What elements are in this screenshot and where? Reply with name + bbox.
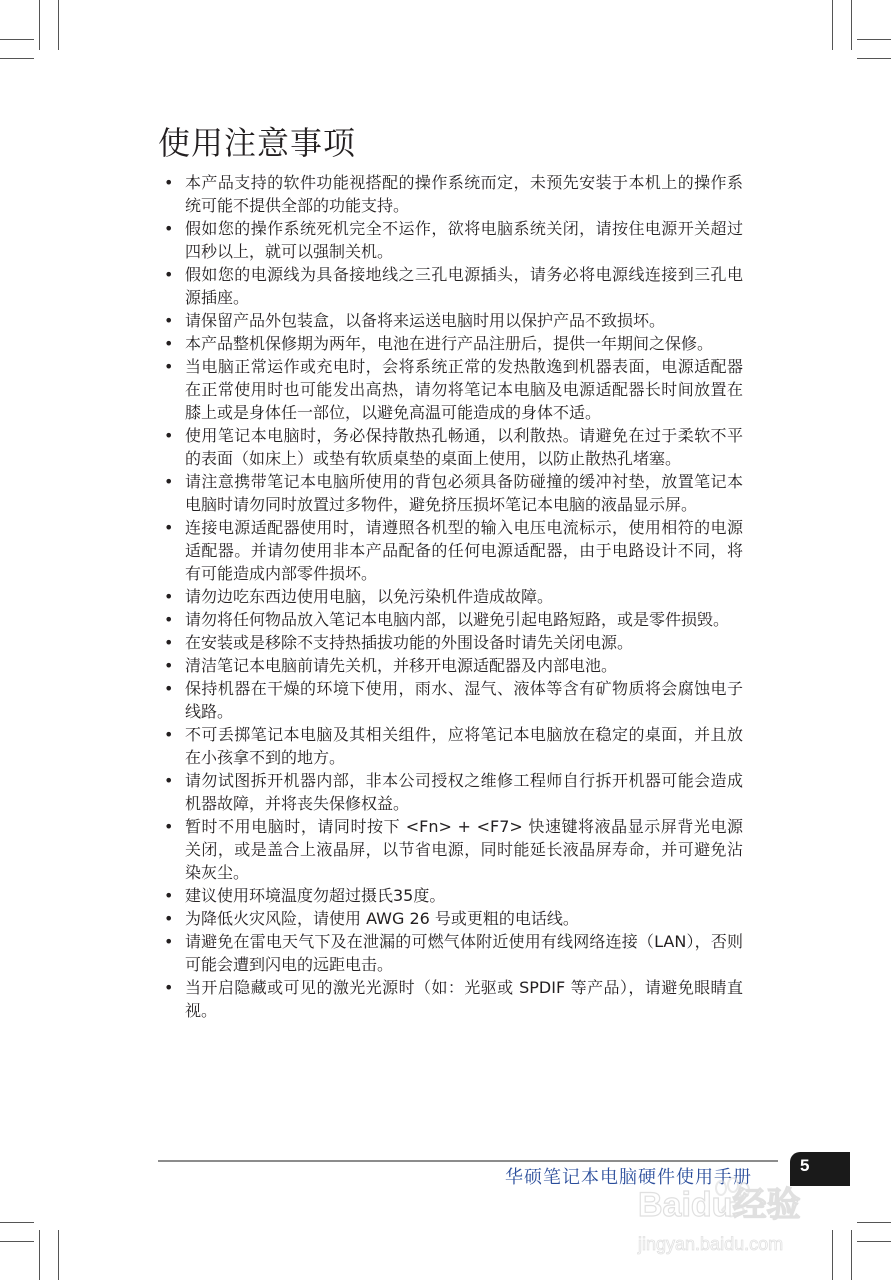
precaution-item: • 本产品整机保修期为两年，电池在进行产品注册后，提供一年期间之保修。 <box>160 332 743 355</box>
precaution-item: • 当开启隐藏或可见的激光光源时（如：光驱或 SPDIF 等产品），请避免眼睛直视。 <box>160 976 743 1022</box>
precaution-item: • 请勿边吃东西边使用电脑，以免污染机件造成故障。 <box>160 585 743 608</box>
crop-mark <box>0 39 34 40</box>
precaution-item: • 请勿将任何物品放入笔记本电脑内部，以避免引起电路短路，或是零件损毁。 <box>160 608 743 631</box>
precaution-item: • 建议使用环境温度勿超过摄氏35度。 <box>160 884 743 907</box>
crop-mark <box>851 0 852 50</box>
crop-mark <box>39 0 40 50</box>
crop-mark <box>857 1222 891 1223</box>
precaution-item: • 为降低火灾风险，请使用 AWG 26 号或更粗的电话线。 <box>160 907 743 930</box>
footer-divider <box>158 1160 778 1162</box>
crop-mark <box>857 58 891 59</box>
crop-mark <box>39 1230 40 1280</box>
precaution-item: • 使用笔记本电脑时，务必保持散热孔畅通，以利散热。请避免在过于柔软不平的表面（如床上）或垫有软质桌垫的桌面上使用，以防止散热孔堵塞。 <box>160 424 743 470</box>
precaution-item: • 暂时不用电脑时，请同时按下 <Fn> + <F7> 快速键将液晶显示屏背光电源关闭，或是盖合上液晶屏，以节省电源，同时能延长液晶屏寿命，并可避免沾染灰尘。 <box>160 815 743 884</box>
crop-mark <box>857 1241 891 1242</box>
crop-mark <box>58 1230 59 1280</box>
precaution-item: • 请勿试图拆开机器内部，非本公司授权之维修工程师自行拆开机器可能会造成机器故障，并将丧失保修权益。 <box>160 769 743 815</box>
precaution-item: • 在安装或是移除不支持热插拔功能的外围设备时请先关闭电源。 <box>160 631 743 654</box>
page-title: 使用注意事项 <box>158 124 357 162</box>
crop-mark <box>857 39 891 40</box>
page-number: 5 <box>800 1156 810 1175</box>
precaution-item: • 假如您的电源线为具备接地线之三孔电源插头，请务必将电源线连接到三孔电源插座。 <box>160 263 743 309</box>
precaution-item: • 本产品支持的软件功能视搭配的操作系统而定，未预先安装于本机上的操作系统可能不提供全部的功能支持。 <box>160 171 743 217</box>
crop-mark <box>832 0 833 50</box>
watermark-url: jingyan.baidu.com <box>638 1234 784 1254</box>
precaution-item: • 不可丢掷笔记本电脑及其相关组件，应将笔记本电脑放在稳定的桌面，并且放在小孩拿不到的地方。 <box>160 723 743 769</box>
crop-mark <box>851 1230 852 1280</box>
crop-mark <box>0 1241 34 1242</box>
manual-title: 华硕笔记本电脑硬件使用手册 <box>505 1167 752 1188</box>
precaution-item: • 当电脑正常运作或充电时，会将系统正常的发热散逸到机器表面，电源适配器在正常使用时也可能发出高热，请勿将笔记本电脑及电源适配器长时间放置在膝上或是身体任一部位，以避免高温可能造成的身体不适。 <box>160 355 743 424</box>
watermark-logo-text: Baidu经验 <box>638 1186 801 1224</box>
precaution-item: • 请保留产品外包装盒，以备将来运送电脑时用以保护产品不致损坏。 <box>160 309 743 332</box>
precaution-item: • 清洁笔记本电脑前请先关机，并移开电源适配器及内部电池。 <box>160 654 743 677</box>
precaution-item: • 保持机器在干燥的环境下使用，雨水、湿气、液体等含有矿物质将会腐蚀电子线路。 <box>160 677 743 723</box>
precaution-item: • 假如您的操作系统死机完全不运作，欲将电脑系统关闭，请按住电源开关超过四秒以上，就可以强制关机。 <box>160 217 743 263</box>
precaution-item: • 请注意携带笔记本电脑所使用的背包必须具备防碰撞的缓冲衬垫，放置笔记本电脑时请勿同时放置过多物件，避免挤压损坏笔记本电脑的液晶显示屏。 <box>160 470 743 516</box>
baidu-jingyan-watermark <box>636 1170 836 1270</box>
crop-mark <box>0 1222 34 1223</box>
crop-mark <box>58 0 59 50</box>
precaution-item: • 连接电源适配器使用时，请遵照各机型的输入电压电流标示，使用相符的电源适配器。并请勿使用非本产品配备的任何电源适配器，由于电路设计不同，将有可能造成内部零件损坏。 <box>160 516 743 585</box>
precautions-list <box>160 171 743 1022</box>
precaution-item: • 请避免在雷电天气下及在泄漏的可燃气体附近使用有线网络连接（LAN），否则可能会遭到闪电的远距电击。 <box>160 930 743 976</box>
crop-mark <box>0 58 34 59</box>
